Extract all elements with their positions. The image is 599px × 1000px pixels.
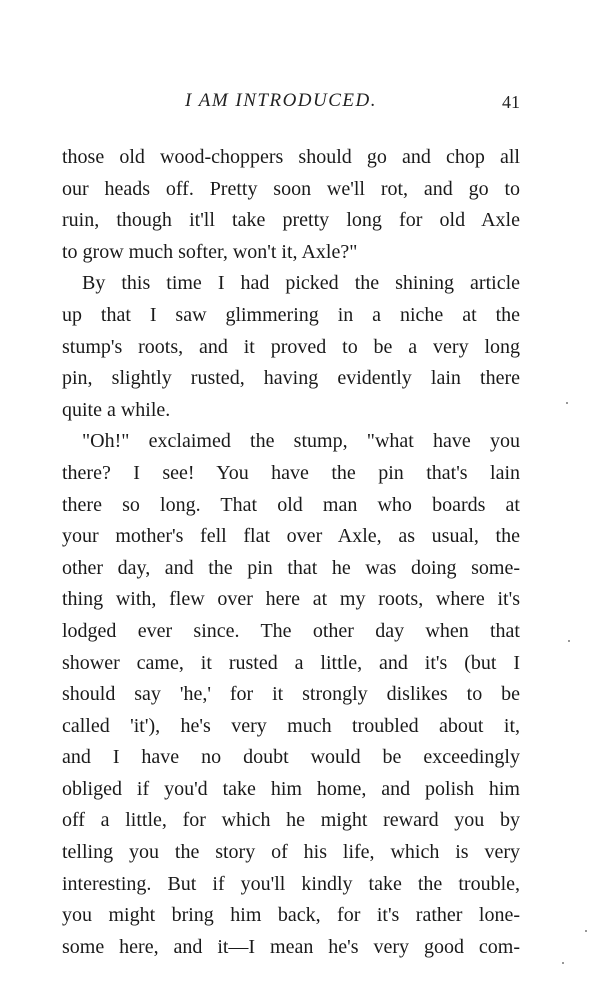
text-line: obliged if you'd take him home, and polish him <box>62 777 520 800</box>
text-line: there? I see! You have the pin that's lain <box>62 461 520 484</box>
page-number: 41 <box>502 92 520 112</box>
text-line: lodged ever since. The other day when that <box>62 619 520 642</box>
paper-speck <box>568 640 570 642</box>
text-line: your mother's fell flat over Axle, as usual, the <box>62 525 520 548</box>
text-line: should say 'he,' for it strongly dislikes to be <box>62 683 520 706</box>
text-line: shower came, it rusted a little, and it's (but I <box>62 651 520 674</box>
text-line: pin, slightly rusted, having evidently lain there <box>62 367 520 390</box>
paper-speck <box>562 962 564 964</box>
chapter-title: I AM INTRODUCED. <box>185 90 378 111</box>
text-line: stump's roots, and it proved to be a very long <box>62 335 520 358</box>
text-line: and I have no doubt would be exceedingly <box>62 746 520 769</box>
text-line: "Oh!" exclaimed the stump, "what have you <box>82 430 520 453</box>
text-line: telling you the story of his life, which is very <box>62 841 520 864</box>
text-line: quite a while. <box>62 398 171 421</box>
paper-speck <box>585 930 587 932</box>
text-line: ruin, though it'll take pretty long for old Axle <box>62 209 520 232</box>
text-line: some here, and it—I mean he's very good com- <box>62 935 520 958</box>
text-line: off a little, for which he might reward you by <box>62 809 520 832</box>
text-line: there so long. That old man who boards at <box>62 493 520 516</box>
text-line: to grow much softer, won't it, Axle?" <box>62 240 358 263</box>
text-line: you might bring him back, for it's rather lone- <box>62 904 520 927</box>
text-line: interesting. But if you'll kindly take the trouble, <box>62 872 520 895</box>
text-line: By this time I had picked the shining article <box>82 272 520 295</box>
body-text <box>62 142 520 963</box>
text-line: our heads off. Pretty soon we'll rot, and go to <box>62 177 520 200</box>
text-line: other day, and the pin that he was doing some- <box>62 556 520 579</box>
paper-speck <box>566 402 568 404</box>
text-line: called 'it'), he's very much troubled about it, <box>62 714 520 737</box>
running-head <box>60 90 520 116</box>
text-line: up that I saw glimmering in a niche at the <box>62 303 520 326</box>
text-line: thing with, flew over here at my roots, where it's <box>62 588 520 611</box>
text-line: those old wood-choppers should go and chop all <box>62 146 520 168</box>
